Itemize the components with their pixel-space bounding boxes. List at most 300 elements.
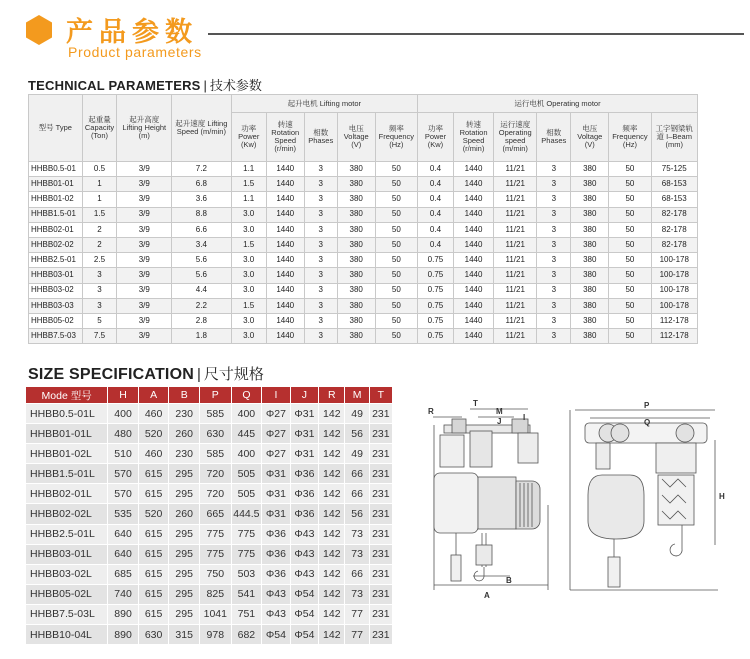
technical-cell: 3/9: [117, 253, 172, 268]
technical-cell: 3.0: [231, 268, 266, 283]
size-cell: 66: [345, 464, 369, 484]
technical-cell: 3/9: [117, 177, 172, 192]
technical-cell: 0.5: [82, 162, 117, 177]
size-cell: 400: [108, 404, 139, 424]
size-cell: 142: [319, 464, 345, 484]
th-lift-phases: 相数 Phases: [304, 113, 337, 162]
technical-cell: 380: [337, 237, 375, 252]
technical-row: [29, 162, 698, 177]
size-title-separator: |: [196, 366, 201, 383]
technical-cell: 1440: [266, 192, 304, 207]
technical-row: [29, 268, 698, 283]
size-header-mode: Mode 型号: [26, 387, 108, 404]
technical-cell: 1440: [266, 283, 304, 298]
technical-cell: 1.1: [231, 192, 266, 207]
dim-label-q: Q: [644, 418, 651, 427]
technical-cell: 380: [571, 283, 609, 298]
th-op-power: 功率 Power (Kw): [417, 113, 453, 162]
technical-cell: 3/9: [117, 329, 172, 344]
size-cell: 775: [231, 524, 262, 544]
size-cell: 142: [319, 444, 345, 464]
technical-cell: 0.4: [417, 237, 453, 252]
size-row: [26, 424, 393, 444]
page-subtitle: Product parameters: [68, 44, 202, 60]
size-cell: Φ43: [290, 544, 318, 564]
technical-model-cell: HHBB03-01: [29, 268, 83, 283]
th-op-phases: 相数 Phases: [537, 113, 571, 162]
size-header-col: J: [290, 387, 318, 404]
technical-cell: 11/21: [494, 207, 537, 222]
size-cell: 890: [108, 625, 139, 645]
th-op-voltage: 电压 Voltage (V): [571, 113, 609, 162]
technical-cell: 11/21: [494, 268, 537, 283]
size-cell: 630: [199, 424, 231, 444]
size-cell: 260: [169, 504, 200, 524]
size-row: [26, 544, 393, 564]
technical-cell: 3: [304, 192, 337, 207]
technical-model-cell: HHBB2.5-01: [29, 253, 83, 268]
size-cell: Φ36: [262, 564, 290, 584]
dim-label-p: P: [644, 401, 650, 410]
technical-cell: 380: [337, 329, 375, 344]
technical-cell: 11/21: [494, 222, 537, 237]
size-cell: 295: [169, 564, 200, 584]
technical-cell: 0.4: [417, 192, 453, 207]
size-cell: 480: [108, 424, 139, 444]
technical-cell: 380: [337, 313, 375, 328]
technical-cell: 1440: [266, 207, 304, 222]
size-row: [26, 604, 393, 624]
technical-cell: 68-153: [651, 192, 697, 207]
technical-cell: 1: [82, 177, 117, 192]
size-model-cell: HHBB7.5-03L: [26, 604, 108, 624]
size-cell: 73: [345, 544, 369, 564]
size-cell: 775: [199, 524, 231, 544]
size-cell: Φ43: [290, 564, 318, 584]
technical-cell: 3.0: [231, 253, 266, 268]
technical-row: [29, 237, 698, 252]
technical-cell: 0.4: [417, 162, 453, 177]
technical-cell: 50: [375, 237, 417, 252]
technical-cell: 380: [571, 237, 609, 252]
technical-cell: 50: [609, 313, 651, 328]
technical-model-cell: HHBB02-01: [29, 222, 83, 237]
size-cell: 978: [199, 625, 231, 645]
size-cell: 460: [138, 404, 169, 424]
technical-cell: 3: [537, 237, 571, 252]
technical-cell: 11/21: [494, 192, 537, 207]
size-cell: 630: [138, 625, 169, 645]
technical-cell: 3: [537, 222, 571, 237]
hoist-dimension-drawing: [420, 395, 745, 600]
technical-cell: 380: [571, 253, 609, 268]
technical-cell: 1440: [266, 162, 304, 177]
technical-cell: 50: [375, 329, 417, 344]
th-lift-frequency: 频率 Frequency (Hz): [375, 113, 417, 162]
size-cell: 295: [169, 604, 200, 624]
technical-cell: 380: [571, 298, 609, 313]
size-section-title: [28, 363, 264, 384]
size-cell: 56: [345, 504, 369, 524]
technical-cell: 380: [571, 162, 609, 177]
technical-cell: 3.0: [231, 207, 266, 222]
size-model-cell: HHBB03-02L: [26, 564, 108, 584]
technical-cell: 3: [82, 283, 117, 298]
dim-label-a: A: [484, 591, 490, 600]
technical-cell: 11/21: [494, 283, 537, 298]
size-header-col: M: [345, 387, 369, 404]
technical-cell: 3: [537, 268, 571, 283]
technical-cell: 1440: [266, 237, 304, 252]
size-cell: 231: [369, 484, 392, 504]
technical-cell: 3.6: [172, 192, 232, 207]
dim-label-r: R: [428, 407, 434, 416]
size-cell: 231: [369, 625, 392, 645]
technical-cell: 50: [609, 253, 651, 268]
technical-cell: 11/21: [494, 298, 537, 313]
size-cell: 295: [169, 544, 200, 564]
size-cell: 615: [138, 464, 169, 484]
size-cell: Φ31: [290, 424, 318, 444]
technical-cell: 1440: [266, 268, 304, 283]
size-cell: Φ31: [290, 444, 318, 464]
size-cell: 585: [199, 444, 231, 464]
size-header-col: Q: [231, 387, 262, 404]
technical-cell: 50: [609, 222, 651, 237]
dim-label-j: J: [497, 417, 502, 426]
size-cell: 520: [138, 424, 169, 444]
technical-cell: 68-153: [651, 177, 697, 192]
th-op-speed: 运行速度 Operating speed (m/min): [494, 113, 537, 162]
size-cell: 295: [169, 584, 200, 604]
technical-cell: 3/9: [117, 192, 172, 207]
technical-model-cell: HHBB01-01: [29, 177, 83, 192]
dim-label-b: B: [506, 576, 512, 585]
technical-model-cell: HHBB0.5-01: [29, 162, 83, 177]
size-cell: 740: [108, 584, 139, 604]
size-cell: 445: [231, 424, 262, 444]
technical-cell: 3: [304, 207, 337, 222]
technical-cell: 380: [571, 268, 609, 283]
size-cell: 640: [108, 544, 139, 564]
th-lift-power: 功率 Power (Kw): [231, 113, 266, 162]
size-title-cn: 尺寸规格: [203, 366, 264, 383]
technical-cell: 50: [375, 177, 417, 192]
size-row: [26, 464, 393, 484]
technical-cell: 50: [609, 329, 651, 344]
technical-cell: 11/21: [494, 237, 537, 252]
size-cell: 73: [345, 584, 369, 604]
size-cell: 1041: [199, 604, 231, 624]
technical-cell: 1440: [453, 298, 493, 313]
technical-cell: 2.2: [172, 298, 232, 313]
size-cell: 142: [319, 524, 345, 544]
technical-cell: 1.1: [231, 162, 266, 177]
technical-cell: 3.0: [231, 313, 266, 328]
size-cell: 570: [108, 484, 139, 504]
size-cell: Φ36: [290, 484, 318, 504]
technical-cell: 3: [537, 192, 571, 207]
technical-row: [29, 313, 698, 328]
size-cell: 535: [108, 504, 139, 524]
technical-parameters-table: [28, 94, 698, 344]
size-cell: 77: [345, 604, 369, 624]
size-cell: 615: [138, 484, 169, 504]
technical-cell: 380: [337, 253, 375, 268]
size-cell: 615: [138, 544, 169, 564]
size-row: [26, 504, 393, 524]
technical-row: [29, 222, 698, 237]
size-cell: Φ36: [290, 464, 318, 484]
technical-cell: 2.5: [82, 253, 117, 268]
size-cell: 66: [345, 564, 369, 584]
size-model-cell: HHBB05-02L: [26, 584, 108, 604]
technical-cell: 112-178: [651, 313, 697, 328]
technical-cell: 75-125: [651, 162, 697, 177]
technical-cell: 0.75: [417, 313, 453, 328]
technical-cell: 50: [609, 207, 651, 222]
technical-cell: 50: [375, 162, 417, 177]
size-model-cell: HHBB0.5-01L: [26, 404, 108, 424]
technical-cell: 3/9: [117, 162, 172, 177]
size-cell: 720: [199, 484, 231, 504]
size-cell: 615: [138, 524, 169, 544]
size-cell: Φ31: [262, 464, 290, 484]
th-lifting-speed: 起升速度 Lifting Speed (m/min): [172, 95, 232, 162]
technical-cell: 380: [337, 177, 375, 192]
technical-cell: 7.2: [172, 162, 232, 177]
size-cell: Φ36: [262, 544, 290, 564]
size-cell: 142: [319, 404, 345, 424]
size-cell: 570: [108, 464, 139, 484]
technical-cell: 380: [571, 313, 609, 328]
technical-cell: 3.4: [172, 237, 232, 252]
technical-cell: 3: [82, 298, 117, 313]
size-cell: Φ36: [290, 504, 318, 524]
technical-cell: 7.5: [82, 329, 117, 344]
size-model-cell: HHBB01-02L: [26, 444, 108, 464]
size-cell: Φ31: [290, 404, 318, 424]
technical-cell: 1440: [266, 177, 304, 192]
technical-model-cell: HHBB1.5-01: [29, 207, 83, 222]
size-cell: 77: [345, 625, 369, 645]
technical-cell: 3: [537, 253, 571, 268]
technical-section-title: [28, 75, 262, 94]
technical-cell: 5.6: [172, 268, 232, 283]
technical-cell: 380: [571, 222, 609, 237]
technical-cell: 3: [537, 177, 571, 192]
technical-row: [29, 298, 698, 313]
hexagon-icon: [24, 14, 54, 46]
technical-cell: 4.4: [172, 283, 232, 298]
technical-cell: 8.8: [172, 207, 232, 222]
technical-model-cell: HHBB7.5-03: [29, 329, 83, 344]
size-row: [26, 584, 393, 604]
th-lift-voltage: 电压 Voltage (V): [337, 113, 375, 162]
size-model-cell: HHBB02-01L: [26, 484, 108, 504]
technical-model-cell: HHBB03-02: [29, 283, 83, 298]
technical-cell: 0.75: [417, 329, 453, 344]
size-row: [26, 484, 393, 504]
technical-cell: 380: [571, 192, 609, 207]
technical-cell: 6.8: [172, 177, 232, 192]
technical-title-separator: |: [203, 78, 207, 93]
technical-cell: 3: [304, 222, 337, 237]
technical-cell: 0.4: [417, 207, 453, 222]
technical-cell: 1440: [453, 192, 493, 207]
th-beam: 工字钢梁轨道 I–Beam (mm): [651, 113, 697, 162]
size-cell: Φ31: [262, 484, 290, 504]
technical-cell: 3/9: [117, 222, 172, 237]
size-title-en: SIZE SPECIFICATION: [28, 366, 194, 383]
technical-cell: 1: [82, 192, 117, 207]
size-cell: 315: [169, 625, 200, 645]
technical-cell: 3.0: [231, 329, 266, 344]
technical-cell: 11/21: [494, 313, 537, 328]
size-cell: 142: [319, 504, 345, 524]
technical-cell: 3: [304, 253, 337, 268]
technical-cell: 380: [571, 207, 609, 222]
technical-cell: 1440: [453, 237, 493, 252]
technical-cell: 0.75: [417, 283, 453, 298]
size-cell: 295: [169, 464, 200, 484]
technical-cell: 6.6: [172, 222, 232, 237]
size-cell: Φ54: [290, 625, 318, 645]
technical-cell: 3: [304, 177, 337, 192]
size-cell: 585: [199, 404, 231, 424]
technical-cell: 380: [337, 222, 375, 237]
technical-cell: 3: [304, 298, 337, 313]
technical-cell: 380: [337, 298, 375, 313]
technical-cell: 2: [82, 222, 117, 237]
size-cell: 142: [319, 584, 345, 604]
technical-cell: 3.0: [231, 222, 266, 237]
size-header-col: H: [108, 387, 139, 404]
technical-cell: 380: [571, 177, 609, 192]
size-cell: 615: [138, 604, 169, 624]
size-row: [26, 625, 393, 645]
size-cell: 685: [108, 564, 139, 584]
technical-cell: 1.5: [231, 237, 266, 252]
size-cell: 66: [345, 484, 369, 504]
technical-cell: 50: [375, 298, 417, 313]
technical-cell: 50: [375, 283, 417, 298]
size-cell: 231: [369, 404, 392, 424]
header-divider: [208, 33, 744, 35]
size-cell: 665: [199, 504, 231, 524]
technical-cell: 0.75: [417, 268, 453, 283]
technical-model-cell: HHBB05-02: [29, 313, 83, 328]
technical-cell: 3/9: [117, 313, 172, 328]
size-cell: 142: [319, 424, 345, 444]
technical-cell: 50: [609, 283, 651, 298]
technical-cell: 380: [571, 329, 609, 344]
technical-cell: 1440: [453, 253, 493, 268]
page-title: 产品参数: [66, 17, 198, 47]
technical-cell: 3/9: [117, 207, 172, 222]
size-cell: 750: [199, 564, 231, 584]
size-cell: 142: [319, 625, 345, 645]
technical-cell: 50: [375, 268, 417, 283]
technical-cell: 3/9: [117, 268, 172, 283]
technical-cell: 3/9: [117, 298, 172, 313]
size-cell: 231: [369, 444, 392, 464]
size-cell: 231: [369, 564, 392, 584]
size-cell: 775: [231, 544, 262, 564]
size-model-cell: HHBB03-01L: [26, 544, 108, 564]
size-cell: 231: [369, 544, 392, 564]
technical-cell: 1.8: [172, 329, 232, 344]
size-cell: 142: [319, 484, 345, 504]
size-cell: 520: [138, 504, 169, 524]
technical-cell: 3: [537, 313, 571, 328]
size-header-col: T: [369, 387, 392, 404]
technical-row: [29, 253, 698, 268]
technical-cell: 3: [537, 329, 571, 344]
technical-cell: 1440: [453, 177, 493, 192]
size-header-col: I: [262, 387, 290, 404]
th-group-lifting-motor: 起升电机 Lifting motor: [231, 95, 417, 113]
technical-cell: 1440: [266, 329, 304, 344]
technical-cell: 3: [304, 237, 337, 252]
technical-cell: 3: [537, 298, 571, 313]
size-cell: 400: [231, 444, 262, 464]
size-cell: 505: [231, 464, 262, 484]
technical-cell: 1440: [453, 283, 493, 298]
size-cell: 775: [199, 544, 231, 564]
size-cell: 230: [169, 404, 200, 424]
technical-cell: 50: [375, 222, 417, 237]
size-header-col: B: [169, 387, 200, 404]
technical-cell: 380: [337, 283, 375, 298]
size-model-cell: HHBB02-02L: [26, 504, 108, 524]
technical-cell: 1440: [266, 313, 304, 328]
size-cell: 231: [369, 504, 392, 524]
size-cell: 444.5: [231, 504, 262, 524]
size-cell: 825: [199, 584, 231, 604]
technical-cell: 1440: [453, 313, 493, 328]
th-type: 型号 Type: [29, 95, 83, 162]
size-cell: 541: [231, 584, 262, 604]
th-group-operating-motor: 运行电机 Operating motor: [417, 95, 697, 113]
size-cell: Φ31: [262, 504, 290, 524]
technical-cell: 50: [375, 207, 417, 222]
size-cell: Φ27: [262, 404, 290, 424]
technical-cell: 380: [337, 162, 375, 177]
dim-label-h: H: [719, 492, 725, 501]
technical-title-cn: 技术参数: [209, 78, 262, 93]
technical-cell: 1440: [453, 222, 493, 237]
technical-cell: 3: [537, 283, 571, 298]
technical-row: [29, 283, 698, 298]
size-cell: 142: [319, 604, 345, 624]
technical-cell: 2.8: [172, 313, 232, 328]
technical-cell: 100-178: [651, 253, 697, 268]
size-cell: 295: [169, 484, 200, 504]
size-cell: 231: [369, 524, 392, 544]
technical-cell: 112-178: [651, 329, 697, 344]
technical-cell: 0.75: [417, 298, 453, 313]
th-op-rotation: 转速 Rotation Speed (r/min): [453, 113, 493, 162]
technical-cell: 82-178: [651, 222, 697, 237]
th-lifting-height: 起升高度 Lifting Height (m): [117, 95, 172, 162]
technical-cell: 1440: [453, 162, 493, 177]
technical-cell: 50: [609, 298, 651, 313]
size-cell: 231: [369, 464, 392, 484]
size-cell: 503: [231, 564, 262, 584]
size-cell: 49: [345, 404, 369, 424]
technical-model-cell: HHBB03-03: [29, 298, 83, 313]
